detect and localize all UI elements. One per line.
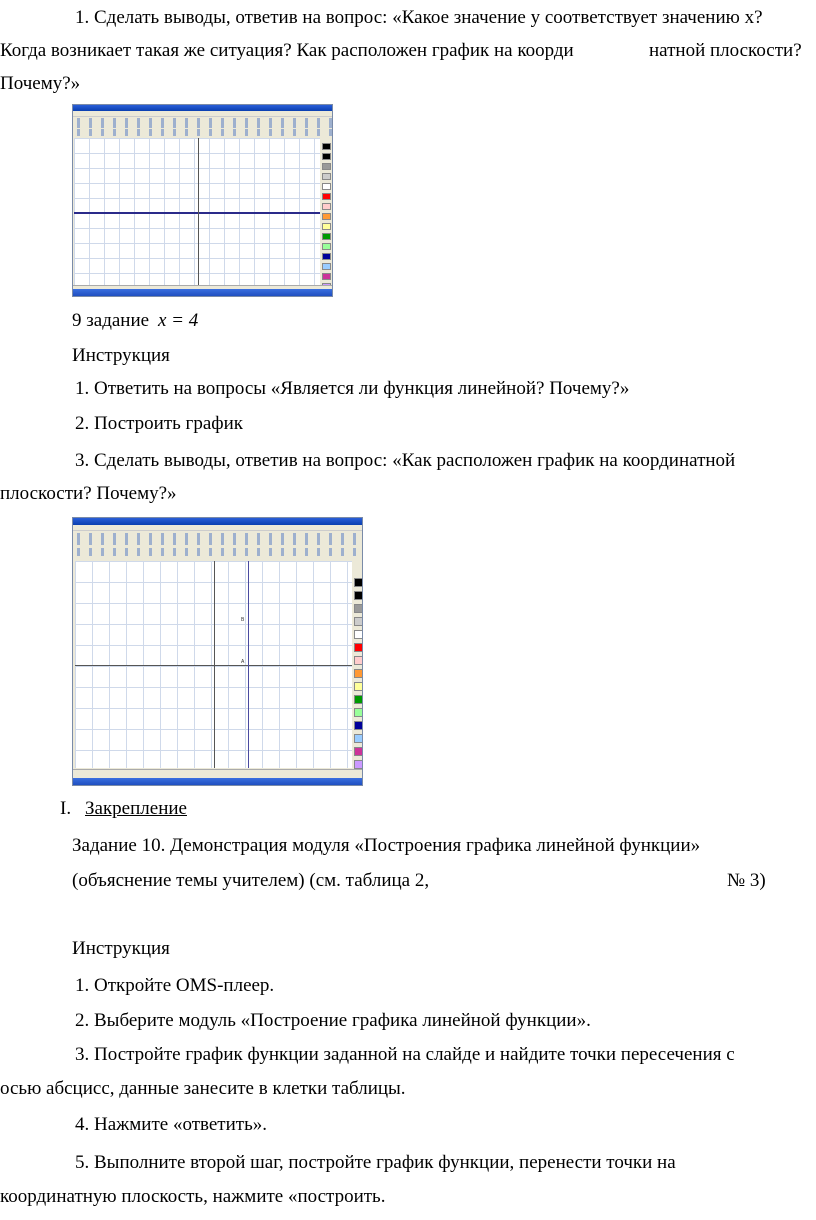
instruction-heading: Инструкция bbox=[72, 345, 170, 366]
paragraph-line: Почему?» bbox=[0, 73, 81, 94]
menu-bar bbox=[73, 525, 362, 531]
color-swatch bbox=[354, 630, 363, 639]
color-swatch bbox=[322, 273, 331, 280]
color-swatch bbox=[322, 223, 331, 230]
color-swatch bbox=[354, 669, 363, 678]
color-swatch bbox=[322, 253, 331, 260]
instruction-item: 3. Постройте график функции заданной на слайде и найдите точки пересечения с bbox=[75, 1044, 735, 1065]
coordinate-grid bbox=[75, 561, 352, 768]
color-swatch bbox=[322, 213, 331, 220]
toolbar bbox=[73, 548, 362, 556]
point-a-label: A bbox=[241, 659, 245, 665]
point-b-label: B bbox=[241, 617, 245, 623]
color-swatch bbox=[354, 695, 363, 704]
graph-line-x-4 bbox=[248, 561, 249, 768]
color-swatch bbox=[354, 747, 363, 756]
y-axis bbox=[214, 561, 215, 768]
task9-formula: x = 4 bbox=[158, 310, 199, 331]
paragraph-line: 1. Сделать выводы, ответив на вопрос: «Какое значение у соответствует значению х? bbox=[75, 7, 763, 28]
instruction-item: 1. Ответить на вопросы «Является ли функция линейной? Почему?» bbox=[75, 378, 630, 399]
color-swatch bbox=[322, 183, 331, 190]
instruction-item: 2. Выберите модуль «Построение графика линейной функции». bbox=[75, 1010, 591, 1031]
taskbar bbox=[73, 289, 332, 296]
color-swatch bbox=[354, 591, 363, 600]
color-swatch bbox=[354, 708, 363, 717]
color-palette bbox=[354, 578, 362, 773]
color-swatch bbox=[322, 193, 331, 200]
color-swatch bbox=[354, 682, 363, 691]
section-number: I. bbox=[60, 798, 72, 819]
paragraph-line: Когда возникает такая же ситуация? Как расположен график на коорди bbox=[0, 40, 574, 61]
color-swatch bbox=[322, 143, 331, 150]
coordinate-grid bbox=[74, 138, 320, 285]
menu-bar bbox=[73, 111, 332, 117]
color-swatch bbox=[354, 721, 363, 730]
instruction-heading: Инструкция bbox=[72, 938, 170, 959]
instruction-item: осью абсцисс, данные занесите в клетки таблицы. bbox=[0, 1078, 406, 1099]
color-swatch bbox=[354, 760, 363, 769]
color-swatch bbox=[354, 734, 363, 743]
color-swatch bbox=[322, 173, 331, 180]
paragraph-line: № 3) bbox=[727, 870, 766, 891]
toolbar bbox=[73, 129, 332, 136]
instruction-item: 3. Сделать выводы, ответив на вопрос: «Как расположен график на координатной bbox=[75, 450, 736, 471]
instruction-item: 1. Откройте OMS-плеер. bbox=[75, 975, 275, 996]
color-swatch bbox=[354, 578, 363, 587]
task9-label: 9 задание bbox=[72, 310, 150, 331]
color-swatch bbox=[322, 263, 331, 270]
screenshot-math-constructor-2 bbox=[72, 517, 363, 786]
taskbar bbox=[73, 778, 362, 785]
color-swatch bbox=[354, 617, 363, 626]
y-axis bbox=[198, 138, 199, 285]
color-swatch bbox=[354, 643, 363, 652]
instruction-item: 4. Нажмите «ответить». bbox=[75, 1114, 267, 1135]
color-palette bbox=[322, 143, 330, 293]
instruction-item: плоскости? Почему?» bbox=[0, 483, 177, 504]
instruction-item: 5. Выполните второй шаг, постройте график функции, перенести точки на bbox=[75, 1152, 676, 1173]
color-swatch bbox=[354, 656, 363, 665]
color-swatch bbox=[322, 233, 331, 240]
color-swatch bbox=[322, 243, 331, 250]
instruction-item: координатную плоскость, нажмите «построить. bbox=[0, 1186, 386, 1207]
instruction-item: 2. Построить график bbox=[75, 413, 243, 434]
color-swatch bbox=[322, 203, 331, 210]
graph-line-y-0 bbox=[74, 212, 320, 214]
title-bar bbox=[73, 518, 362, 525]
toolbar bbox=[73, 118, 332, 128]
paragraph-line: натной плоскости? bbox=[649, 40, 802, 61]
toolbar bbox=[73, 533, 362, 545]
paragraph-line: (объяснение темы учителем) (см. таблица 2, bbox=[72, 870, 430, 891]
screenshot-math-constructor-1 bbox=[72, 104, 333, 297]
status-bar bbox=[73, 769, 362, 776]
paragraph-line: Задание 10. Демонстрация модуля «Построения графика линейной функции» bbox=[72, 835, 701, 856]
section-title: Закрепление bbox=[85, 798, 187, 819]
color-swatch bbox=[322, 153, 331, 160]
color-swatch bbox=[354, 604, 363, 613]
color-swatch bbox=[322, 163, 331, 170]
